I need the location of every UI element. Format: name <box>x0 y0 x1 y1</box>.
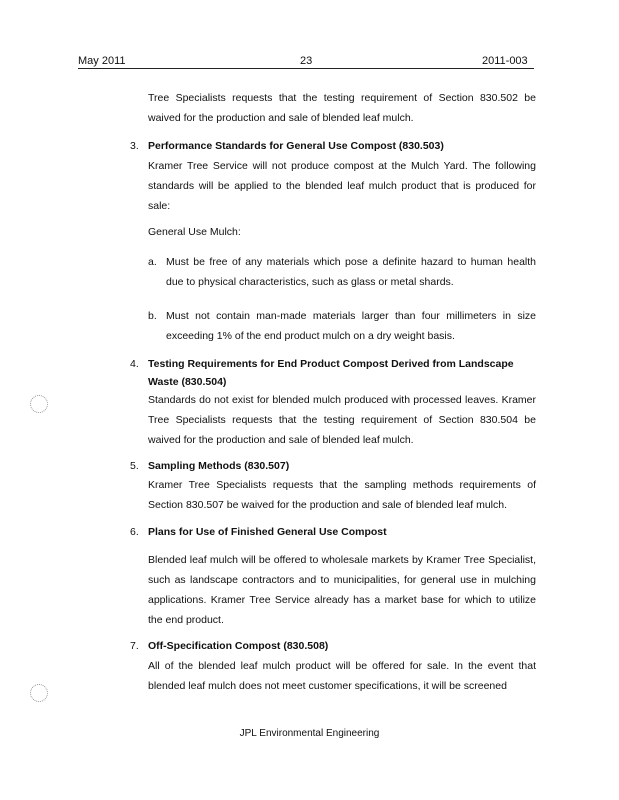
section-5-number: 5. <box>130 460 139 472</box>
section-6-body: Blended leaf mulch will be offered to wholesale markets by Kramer Tree Specialist, such as landscape contractors and to municipalities, for general use in mulching applications. Kramer Tree Service already has a market base for which to utilize the end product. <box>148 554 536 626</box>
section-5-title: Sampling Methods (830.507) <box>148 460 290 472</box>
binder-hole-mark <box>30 684 48 702</box>
item-b-label: b. <box>148 310 157 322</box>
header-date: May 2011 <box>78 55 126 67</box>
section-3-body: Kramer Tree Service will not produce compost at the Mulch Yard. The following standards will be applied to the blended leaf mulch product that is produced for sale: <box>148 160 536 212</box>
header-rule <box>78 68 534 69</box>
footer: JPL Environmental Engineering <box>239 728 380 739</box>
section-4-title-line2: Waste (830.504) <box>148 376 227 388</box>
page-number: 23 <box>300 55 313 67</box>
item-a-text: Must be free of any materials which pose a definite hazard to human health due to physical characteristics, such as glass or metal shards. <box>166 256 536 288</box>
section-5-body: Kramer Tree Specialists requests that the sampling methods requirements of Section 830.507 be waived for the production and sale of blended leaf mulch. <box>148 479 536 511</box>
section-4-body: Standards do not exist for blended mulch produced with processed leaves. Kramer Tree Specialists requests that the testing requirement of Section 830.504 be waived for the production and sale of blended leaf mulch. <box>148 394 536 446</box>
section-4-number: 4. <box>130 358 139 370</box>
section-3-number: 3. <box>130 140 139 152</box>
section-6-number: 6. <box>130 526 139 538</box>
item-b-text: Must not contain man-made materials larger than four millimeters in size exceeding 1% of the end product mulch on a dry weight basis. <box>166 310 536 342</box>
section-7-number: 7. <box>130 640 139 652</box>
section-6-title: Plans for Use of Finished General Use Compost <box>148 526 387 538</box>
document-number: 2011-003 <box>482 55 528 67</box>
section-3-subheading: General Use Mulch: <box>148 226 241 238</box>
section-4-title-line1: Testing Requirements for End Product Compost Derived from Landscape <box>148 358 514 370</box>
intro-paragraph: Tree Specialists requests that the testing requirement of Section 830.502 be waived for the production and sale of blended leaf mulch. <box>148 92 536 124</box>
item-a-label: a. <box>148 256 157 268</box>
section-7-body: All of the blended leaf mulch product will be offered for sale. In the event that blended leaf mulch does not meet customer specifications, it will be screened <box>148 660 536 692</box>
section-3-title: Performance Standards for General Use Compost (830.503) <box>148 140 444 152</box>
binder-hole-mark <box>30 395 48 413</box>
section-7-title: Off-Specification Compost (830.508) <box>148 640 329 652</box>
